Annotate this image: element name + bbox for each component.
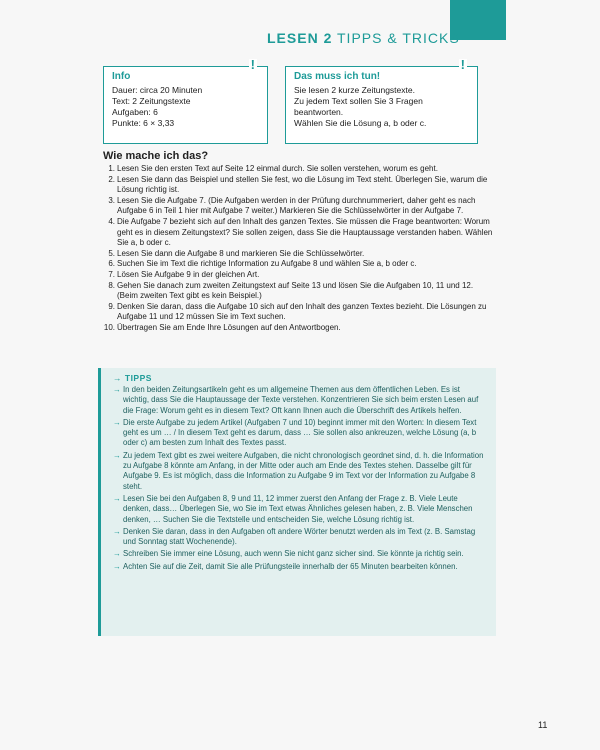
tip-item [113,451,486,492]
must-line: Wählen Sie die Lösung a, b oder c. [294,118,427,128]
arrow-right-icon: → [113,450,121,460]
tip-item [113,527,486,548]
step-text: Lesen Sie den ersten Text auf Seite 12 einmal durch. Sie sollen verstehen, worum es geht. [117,164,438,173]
step-text: Gehen Sie danach zum zweiten Zeitungstext auf Seite 13 und lösen Sie die Aufgaben 10, 11 und 12. (Beim zweiten Text gibt es kein Beispiel.) [117,280,474,301]
must-title: Das muss ich tun! [294,71,381,82]
step-text: Lösen Sie Aufgabe 9 in der gleichen Art. [117,269,260,279]
step-number: 9. [108,301,115,311]
must-line: Sie lesen 2 kurze Zeitungstexte. [294,85,415,95]
step-number: 4. [108,216,115,226]
tip-text: Denken Sie daran, dass in den Aufgaben oft andere Wörter benutzt werden als im Text (z. B. Samstag und Sonntag statt Wochenende). [123,526,476,547]
step-number: 3. [108,195,115,205]
must-box [285,57,478,144]
tip-text: Schreiben Sie immer eine Lösung, auch wenn Sie nicht ganz sicher sind. Sie könnte ja richtig sein. [123,549,464,559]
step-item [103,217,493,249]
step-text: Die Aufgabe 7 bezieht sich auf den Inhalt des ganzen Textes. Sie müssen die Frage beantworten: Worum geht es in diesem Zeitungstext? Sie sollen zeigen, dass Sie die Hauptaussage verstanden haben. Wählen Sie a, b oder c. [117,216,493,248]
step-item [103,196,493,217]
step-text: Lesen Sie dann die Aufgabe 8 und markieren Sie die Schlüsselwörter. [117,248,365,258]
info-line: Punkte: 6 × 3,33 [112,118,175,128]
tips-title-text: TIPPS [124,373,152,383]
arrow-right-icon: → [113,549,121,559]
tip-text: Lesen Sie bei den Aufgaben 8, 9 und 11, 12 immer zuerst den Anfang der Frage z. B. Viele Leute denken, dass… Überlegen Sie, wo Sie im Text etwas Ähnliches gelesen haben, z. B. Viele Menschen denken, … Suchen Sie die Textstelle und entscheiden Sie, welche Lösung richtig ist. [123,493,473,524]
page-number: 11 [538,720,548,730]
step-number: 2. [108,174,115,184]
tip-item [113,385,486,416]
tip-item [113,549,486,559]
exclamation-icon: ! [250,57,255,72]
tip-item [113,418,486,449]
info-line: Dauer: circa 20 Minuten [112,85,203,95]
info-line: Aufgaben: 6 [112,107,158,117]
tips-list [113,385,486,572]
step-item [103,281,493,302]
tip-item [113,562,486,572]
tip-text: In den beiden Zeitungsartikeln geht es um allgemeine Themen aus dem öffentlichen Leben. Es ist wichtig, dass Sie die Hauptaussage der Texte verstehen. Konzentrieren Sie sich beim ersten Lesen auf die Frage: Worum geht es in diesem Text? Oft kann Ihnen auch die Überschrift des Artikels helfen. [123,385,479,415]
section-heading: Wie mache ich das? [103,150,209,162]
tip-item [113,494,486,525]
step-number: 10. [103,322,115,332]
info-box [103,57,268,144]
step-number: 7. [108,269,115,279]
header-section: LESEN 2 [267,30,333,46]
tips-title [113,373,486,383]
step-text: Lesen Sie dann das Beispiel und stellen Sie fest, wo die Lösung im Text steht. Überlegen Sie, warum die Lösung richtig ist. [117,174,488,195]
header-title: TIPPS & TRICKS [337,30,460,46]
step-number: 6. [108,259,115,269]
must-line: Zu jedem Text sollen Sie 3 Fragen beantworten. [294,96,423,117]
info-line: Text: 2 Zeitungstexte [112,96,191,106]
steps-list [103,164,493,334]
tip-text: Achten Sie auf die Zeit, damit Sie alle Prüfungsteile innerhalb der 65 Minuten bearbeiten können. [123,561,458,571]
step-number: 1. [108,164,115,173]
step-item [103,302,493,323]
step-text: Suchen Sie im Text die richtige Information zu Aufgabe 8 und wählen Sie a, b oder c. [117,259,417,269]
step-text: Denken Sie daran, dass die Aufgabe 10 sich auf den Inhalt des ganzen Textes bezieht. Die Lösungen zu Aufgabe 11 und 12 müssen Sie im Text suchen. [117,301,487,322]
tip-text: Zu jedem Text gibt es zwei weitere Aufgaben, die nicht chronologisch geordnet sind, d. h. die Information zu Aufgabe 8 könnte am Anfang, in der Mitte oder auch am Ende des Textes stehen. Dasselbe gilt für Aufgabe 9. Es ist möglich, dass die Information zu Aufgabe 9 im Text vor der Information zu Aufgabe 8 steht. [123,450,484,491]
tip-text: Die erste Aufgabe zu jedem Artikel (Aufgaben 7 und 10) beginnt immer mit den Worten: In diesem Text geht es um … / In diesem Text geht es darum, dass … Sie sollen also ankreuzen, welche Lösung (a, b oder c) am besten zum Inhalt des Textes passt. [123,417,477,448]
step-text: Lesen Sie die Aufgabe 7. (Die Aufgaben werden in der Prüfung durchnummeriert, daher geht es nach Aufgabe 6 in Teil 1 hier mit Aufgabe 7 weiter.) Markieren Sie die Schlüsselwörter in der Aufgabe 7. [117,195,476,216]
exclamation-icon: ! [460,57,465,72]
step-item [103,323,493,334]
arrow-right-icon: → [113,493,121,503]
step-item [103,175,493,196]
step-number: 5. [108,248,115,258]
step-item [103,164,493,175]
arrow-right-icon: → [113,385,121,394]
step-number: 8. [108,280,115,290]
step-text: Übertragen Sie am Ende Ihre Lösungen auf den Antwortbogen. [117,322,341,332]
page-header [267,30,460,46]
arrow-right-icon: → [113,417,121,427]
arrow-right-icon: → [113,561,121,571]
step-item [103,270,493,281]
tips-box [98,368,496,636]
arrow-right-icon: → [113,373,122,383]
step-item [103,249,493,260]
info-title: Info [112,71,131,82]
step-item [103,259,493,270]
arrow-right-icon: → [113,526,121,536]
